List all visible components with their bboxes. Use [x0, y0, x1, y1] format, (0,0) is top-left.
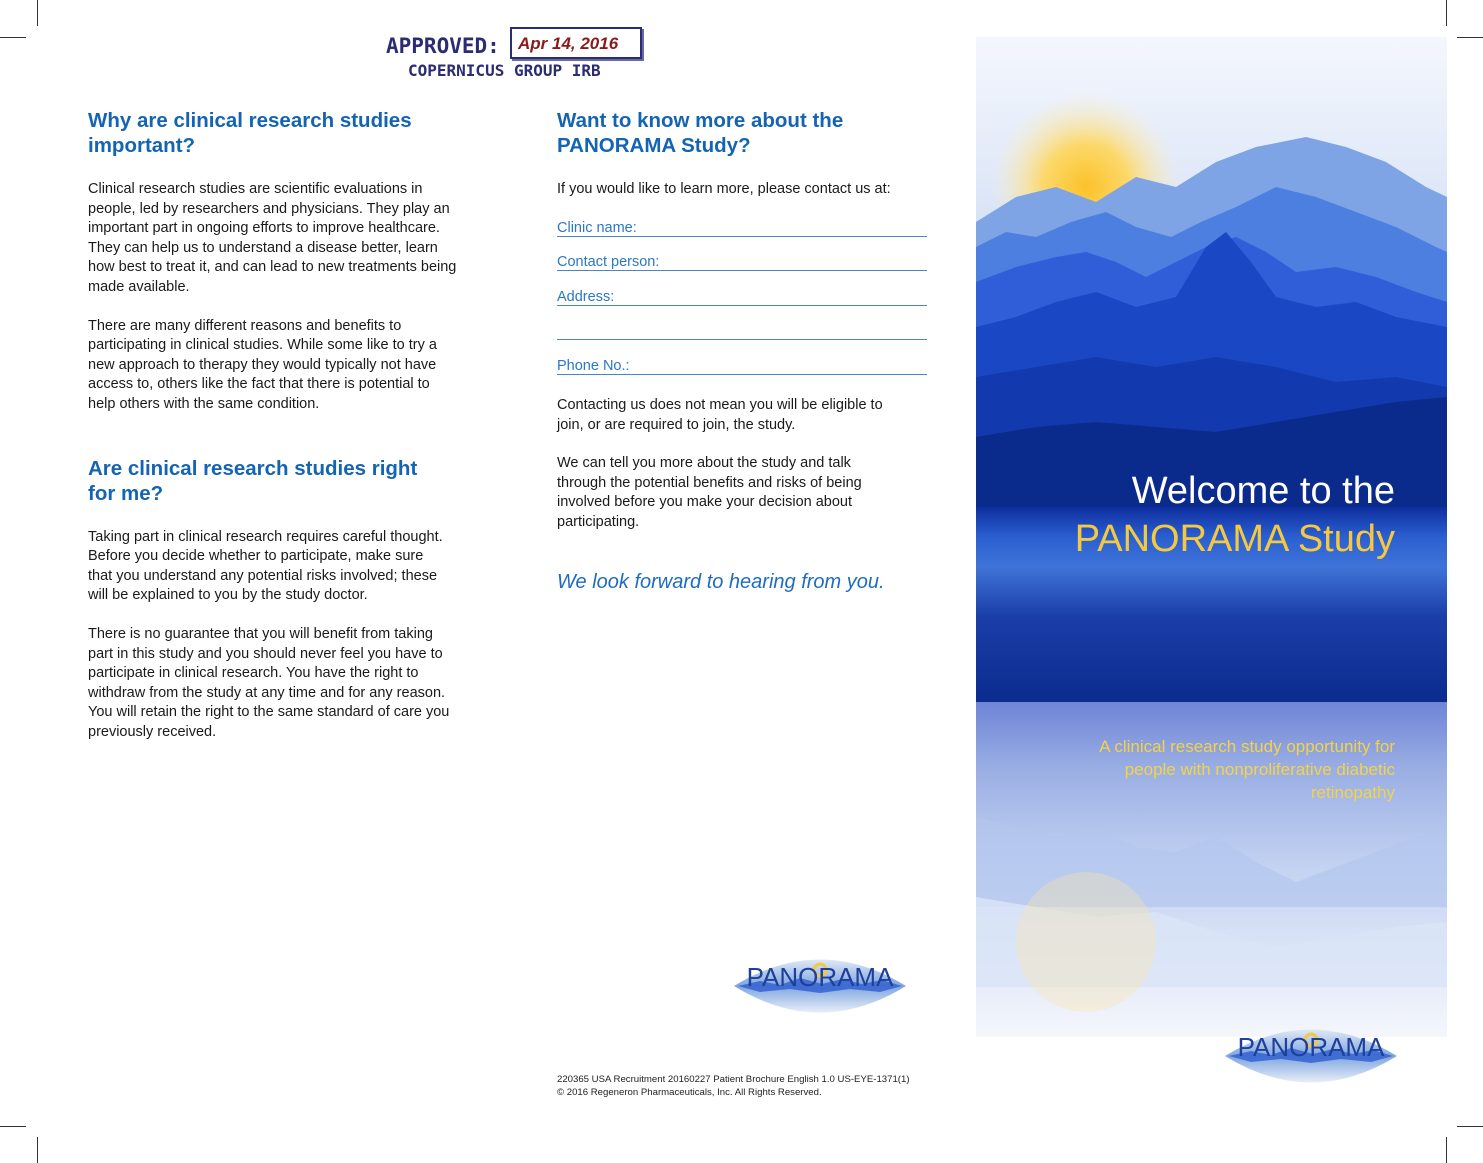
address-line: [557, 305, 927, 306]
panorama-logo: [730, 945, 910, 1027]
cover-panorama-logo: [1221, 1015, 1401, 1097]
cover-subtitle: A clinical research study opportunity for people with nonproliferative diabetic retinopathy: [1099, 737, 1395, 802]
clinic-name-field[interactable]: [557, 220, 927, 255]
middle-column: [557, 108, 927, 594]
crop-mark: [37, 1137, 38, 1163]
crop-mark: [1457, 37, 1483, 38]
paragraph-careful-thought: Taking part in clinical research requires careful thought. Before you decide whether to participate, make sure that you understand any potential risks involved; these will be explained to you by the study doctor.: [88, 528, 443, 604]
cover-title-line2: PANORAMA Study: [1074, 518, 1395, 560]
paragraph-reasons: There are many different reasons and benefits to participating in clinical studies. While some like to try a new approach to therapy they would typically not have access to, others like the fact that there is potential to help others with the same condition.: [88, 317, 437, 412]
paragraph-evaluations: Clinical research studies are scientific evaluations in people, led by researchers and physicians. They play an important part in ongoing efforts to improve healthcare. They can help us to understand a disease better, learn how best to treat it, and can lead to new treatments being made available.: [88, 181, 457, 295]
clinic-name-label: Clinic name:: [557, 220, 641, 236]
footer-copyright: © 2016 Regeneron Pharmaceuticals, Inc. All Rights Reserved.: [557, 1087, 822, 1098]
contact-intro: If you would like to learn more, please contact us at:: [557, 181, 891, 197]
clinic-name-line: [557, 236, 927, 237]
paragraph-eligibility: Contacting us does not mean you will be eligible to join, or are required to join, the study.: [557, 397, 883, 433]
heading-want-to-know: Want to know more about the PANORAMA Study?: [557, 109, 844, 157]
contact-person-field[interactable]: [557, 254, 927, 289]
closing-message: We look forward to hearing from you.: [557, 570, 885, 593]
paragraph-benefits-risks: We can tell you more about the study and talk through the potential benefits and risks of being involved before you make your decision about participating.: [557, 455, 862, 531]
left-column: [88, 108, 468, 742]
address-field-second-line[interactable]: [557, 323, 927, 358]
cover-title-line1: Welcome to the: [1131, 470, 1395, 512]
contact-person-line: [557, 270, 927, 271]
address-line-2: [557, 339, 927, 340]
paragraph-no-guarantee: There is no guarantee that you will benefit from taking part in this study and you should never feel you have to participate in clinical research. You have the right to withdraw from the study at any time and for any reason. You will retain the right to the same standard of care you previously received.: [88, 625, 450, 740]
cover-panel: [976, 37, 1447, 1037]
phone-field[interactable]: [557, 358, 927, 393]
crop-mark: [0, 37, 26, 38]
stamp-org: COPERNICUS GROUP IRB: [408, 61, 601, 80]
heading-right-for-me: Are clinical research studies right for me?: [88, 456, 418, 505]
address-label: Address:: [557, 289, 618, 305]
stamp-date-box: [510, 27, 642, 59]
phone-line: [557, 374, 927, 375]
footer-document-code: 220365 USA Recruitment 20160227 Patient Brochure English 1.0 US-EYE-1371(1): [557, 1074, 910, 1085]
heading-why-important: Why are clinical research studies important?: [88, 109, 412, 157]
footer: [557, 1073, 910, 1099]
phone-label: Phone No.:: [557, 358, 634, 374]
crop-mark: [0, 1126, 26, 1127]
address-field[interactable]: [557, 289, 927, 324]
irb-approval-stamp: [386, 26, 646, 82]
crop-mark: [1457, 1126, 1483, 1127]
crop-mark: [1446, 1137, 1447, 1163]
cover-logo-text: PANORAMA: [1237, 1032, 1385, 1062]
stamp-approved-label: APPROVED:: [386, 34, 500, 58]
logo-text: PANORAMA: [746, 962, 894, 992]
stamp-date: Apr 14, 2016: [518, 34, 619, 53]
crop-mark: [1446, 0, 1447, 26]
crop-mark: [37, 0, 38, 26]
contact-person-label: Contact person:: [557, 254, 663, 270]
